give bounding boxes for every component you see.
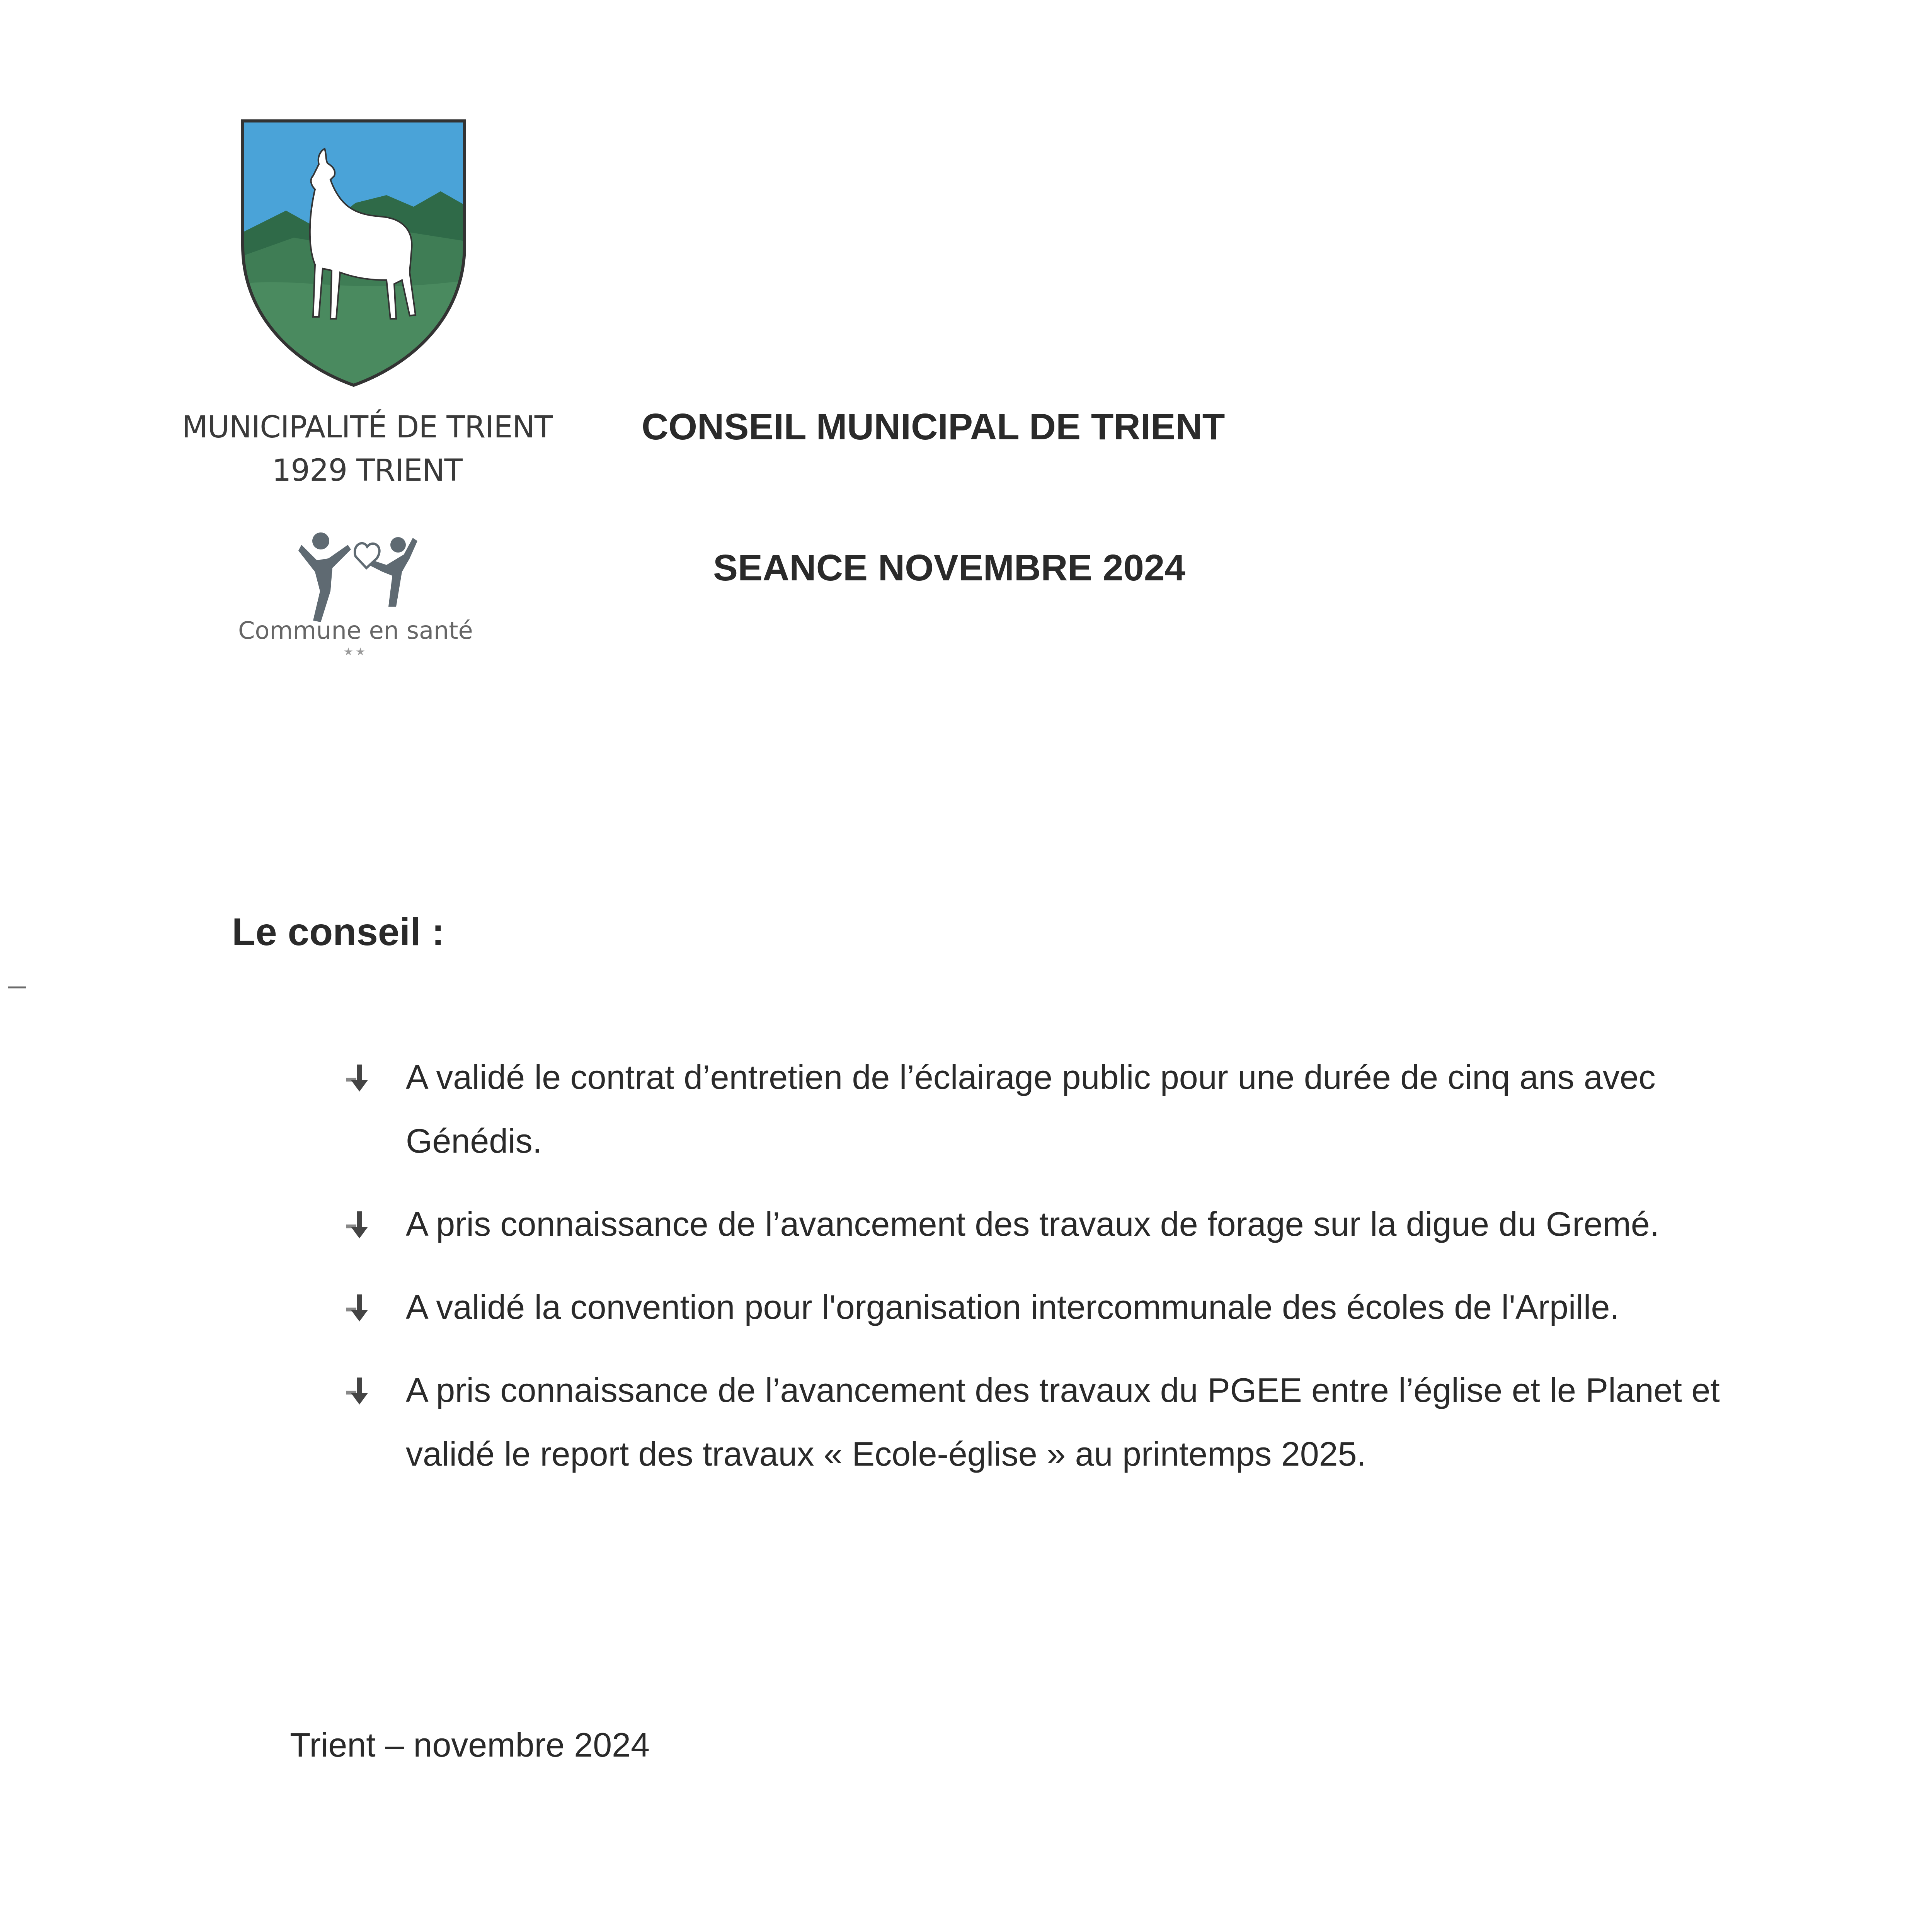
coat-of-arms-icon	[240, 118, 468, 388]
list-item-text: A pris connaissance de l’avancement des travaux de forage sur la digue du Gremé.	[406, 1205, 1660, 1243]
list-item-text: A validé la convention pour l'organisation intercommunale des écoles de l'Arpille.	[406, 1288, 1619, 1326]
list-item-text: A validé le contrat d’entretien de l’éclairage public pour une durée de cinq ans avec Génédis.	[406, 1058, 1656, 1160]
list-item-text: A pris connaissance de l’avancement des travaux du PGEE entre l’église et le Planet et validé le report des travaux « Ecole-église » au printemps 2025.	[406, 1371, 1720, 1473]
page-title: CONSEIL MUNICIPAL DE TRIENT	[642, 406, 1225, 447]
list-item	[344, 1275, 1720, 1339]
health-logo-icon	[294, 529, 421, 626]
list-item	[344, 1192, 1720, 1256]
down-arrow-bullet-icon	[344, 1293, 375, 1324]
closing-date: Trient – novembre 2024	[290, 1726, 650, 1764]
list-item	[344, 1358, 1720, 1486]
decision-list	[344, 1045, 1720, 1505]
down-arrow-bullet-icon	[344, 1063, 375, 1094]
down-arrow-bullet-icon	[344, 1210, 375, 1241]
scan-mark	[8, 986, 26, 988]
down-arrow-bullet-icon	[344, 1376, 375, 1407]
list-item	[344, 1045, 1720, 1173]
intro-heading: Le conseil :	[232, 910, 445, 954]
municipality-name	[128, 406, 607, 492]
municipality-line1: MUNICIPALITÉ DE TRIENT	[182, 410, 553, 445]
municipality-line2: 1929 TRIENT	[272, 453, 463, 488]
health-stars: ★★	[343, 646, 368, 658]
page-subtitle: SEANCE NOVEMBRE 2024	[713, 547, 1185, 588]
health-label: Commune en santé	[238, 616, 473, 645]
